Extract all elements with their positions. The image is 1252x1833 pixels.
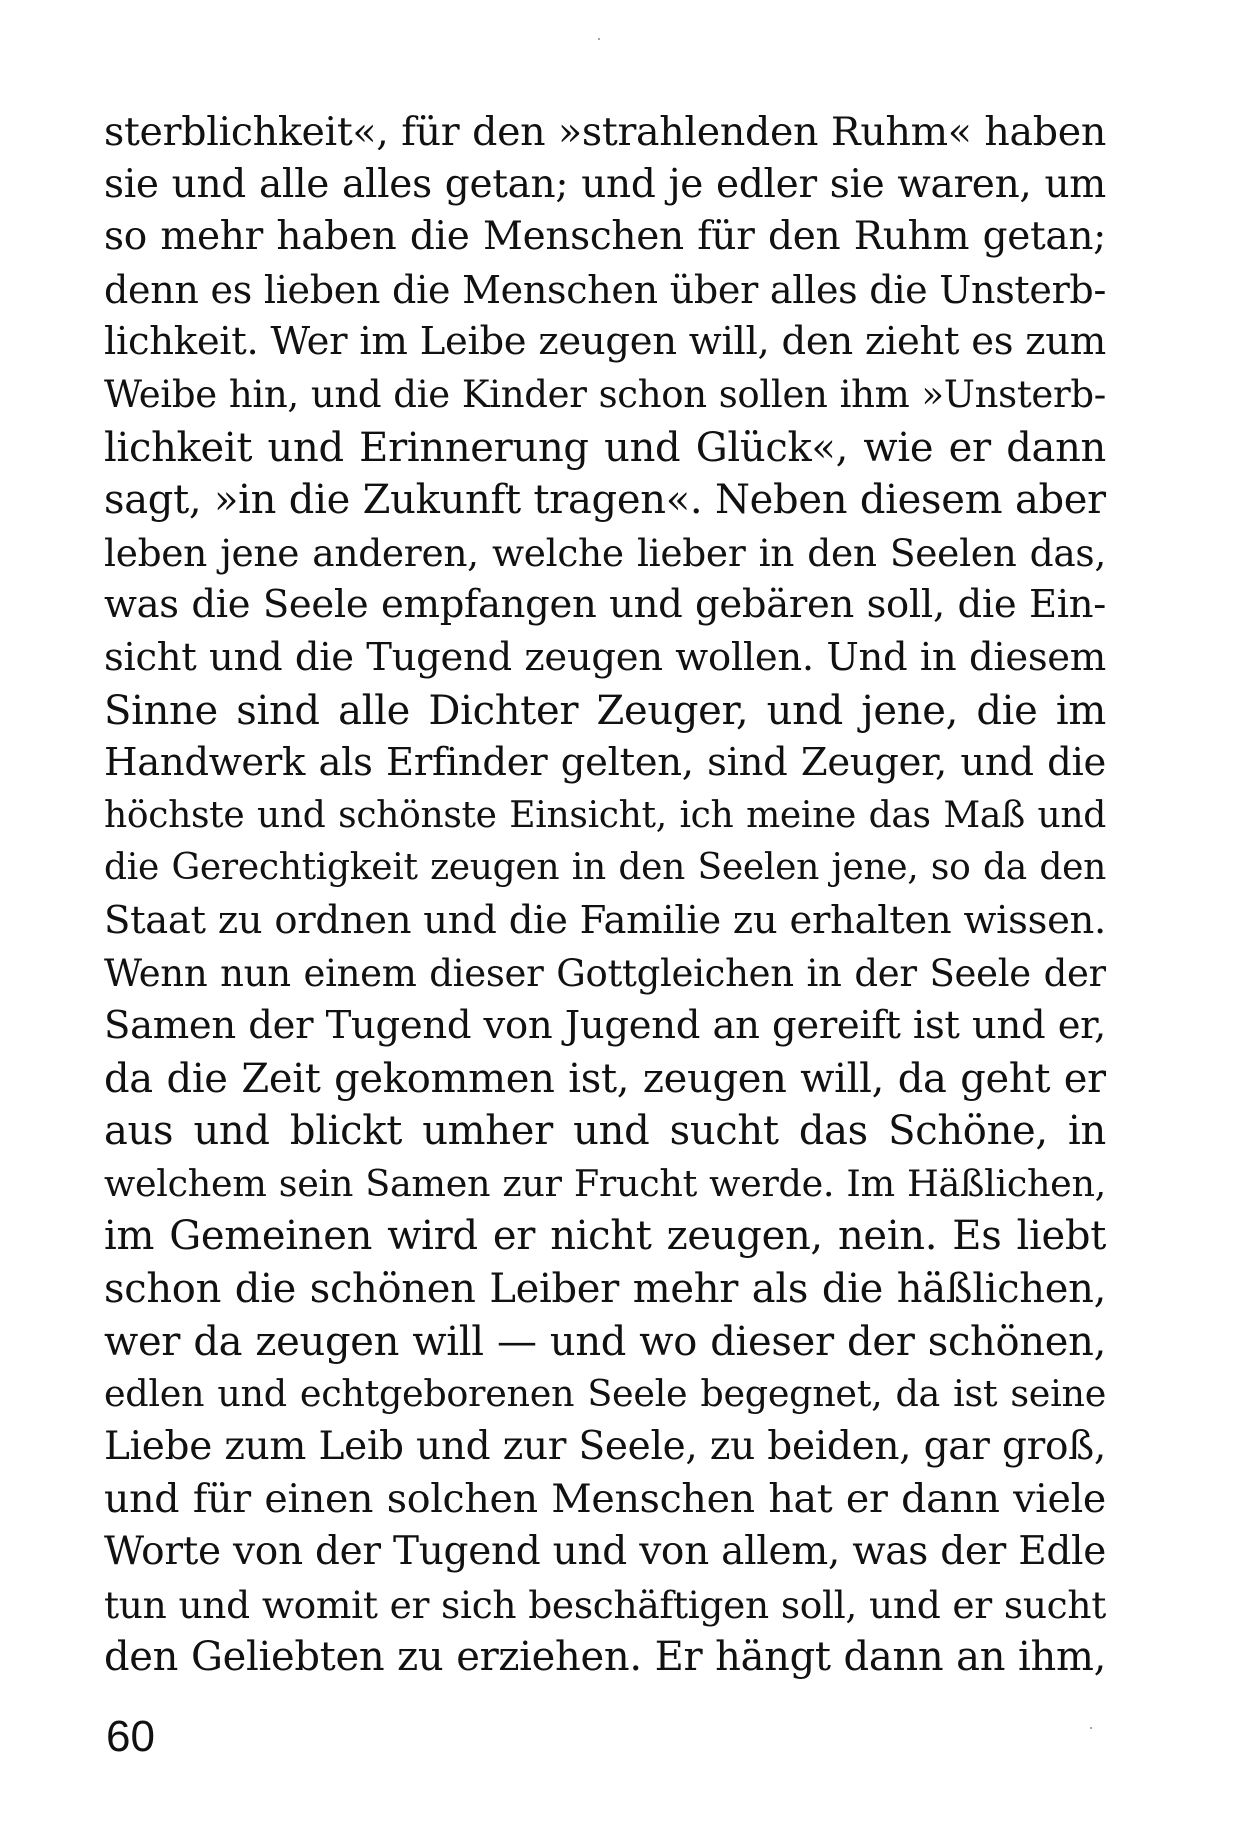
text-line: da die Zeit gekommen ist, zeugen will, da geht er: [104, 1055, 1106, 1102]
text-line: was die Seele empfangen und gebären soll, die Ein-: [104, 582, 1106, 628]
text-line: edlen und echtgeborenen Seele begegnet, da ist seine: [104, 1372, 1106, 1416]
text-line: und für einen solchen Menschen hat er dann viele: [104, 1476, 1106, 1523]
text-line: Staat zu ordnen und die Familie zu erhalten wissen.: [104, 897, 1106, 943]
text-line: sie und alle alles getan; und je edler sie waren, um: [104, 161, 1106, 207]
text-line: leben jene anderen, welche lieber in den Seelen das,: [104, 530, 1106, 575]
text-line: sterblichkeit«, für den »strahlenden Ruhm« haben: [104, 109, 1106, 155]
text-line: schon die schönen Leiber mehr als die häßlichen,: [104, 1266, 1106, 1313]
paper-speck: [1090, 1727, 1092, 1729]
text-line: Worte von der Tugend und von allem, was der Edle: [104, 1529, 1106, 1575]
text-line: wer da zeugen will — und wo dieser der schönen,: [104, 1318, 1106, 1365]
body-text: [104, 106, 1106, 1684]
page-number: 60: [106, 1712, 155, 1761]
text-line: Liebe zum Leib und zur Seele, zu beiden, gar groß,: [104, 1423, 1106, 1469]
text-line: lichkeit. Wer im Leibe zeugen will, den zieht es zum: [104, 319, 1106, 365]
text-line: höchste und schönste Einsicht, ich meine das Maß und: [104, 794, 1106, 836]
text-line: Weibe hin, und die Kinder schon sollen ihm »Unsterb-: [104, 372, 1106, 416]
paper-speck: [598, 38, 600, 40]
text-line: lichkeit und Erinnerung und Glück«, wie er dann: [104, 424, 1106, 471]
text-line: Sinne sind alle Dichter Zeuger, und jene, die im: [104, 687, 1106, 734]
text-line: Wenn nun einem dieser Gottgleichen in der Seele der: [104, 951, 1106, 995]
text-line: den Geliebten zu erziehen. Er hängt dann an ihm,: [104, 1634, 1106, 1681]
text-line: sicht und die Tugend zeugen wollen. Und in diesem: [104, 634, 1106, 680]
text-line: so mehr haben die Menschen für den Ruhm getan;: [104, 214, 1106, 260]
text-line: aus und blickt umher und sucht das Schöne, in: [104, 1108, 1106, 1155]
text-line: sagt, »in die Zukunft tragen«. Neben diesem aber: [104, 477, 1106, 524]
text-line: welchem sein Samen zur Frucht werde. Im Häßlichen,: [104, 1161, 1106, 1205]
text-line: denn es lieben die Menschen über alles die Unsterb-: [104, 267, 1106, 312]
text-line: Samen der Tugend von Jugend an gereift ist und er,: [104, 1003, 1106, 1049]
text-line: die Gerechtigkeit zeugen in den Seelen jene, so da den: [104, 847, 1106, 889]
text-line: tun und womit er sich beschäftigen soll, und er sucht: [104, 1582, 1106, 1627]
text-line: Handwerk als Erfinder gelten, sind Zeuger, und die: [104, 740, 1106, 786]
text-line: im Gemeinen wird er nicht zeugen, nein. Es liebt: [104, 1213, 1106, 1260]
